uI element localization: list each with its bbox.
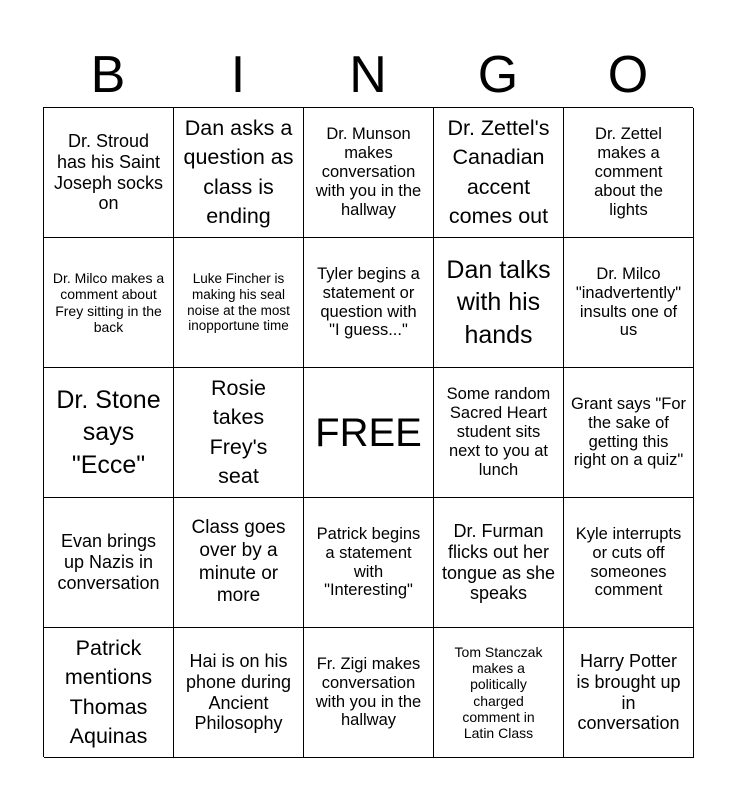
cell-text: Dr. Milco "inadvertently" insults one of us	[575, 264, 682, 340]
header-letter-g: G	[477, 46, 519, 104]
cell-text: Dr. Munson makes conversation with you in the hallway	[315, 125, 422, 219]
cell-text: Rosie takes Frey's seat	[209, 376, 268, 488]
cell-text: Luke Fincher is making his seal noise at the most inopportune time	[187, 271, 290, 334]
cell-text: Dr. Zettel makes a comment about the lights	[594, 125, 663, 219]
free-space-cell[interactable]	[304, 368, 434, 498]
bingo-cell[interactable]	[44, 238, 174, 368]
cell-text: Class goes over by a minute or more	[191, 516, 286, 607]
bingo-cell[interactable]	[174, 628, 304, 758]
cell-text: Patrick begins a statement with "Interesting"	[316, 524, 421, 600]
bingo-cell[interactable]	[304, 498, 434, 628]
header-letter-b: B	[90, 46, 126, 104]
cell-text: Dan talks with his hands	[446, 255, 551, 349]
bingo-cell[interactable]	[434, 368, 564, 498]
cell-text: Hai is on his phone during Ancient Philosophy	[185, 651, 292, 734]
header-letter-i: I	[230, 46, 246, 104]
cell-text: Dr. Stroud has his Saint Joseph socks on	[53, 131, 164, 214]
bingo-cell[interactable]	[434, 498, 564, 628]
cell-text: Harry Potter is brought up in conversation	[576, 651, 681, 734]
cell-text: Patrick mentions Thomas Aquinas	[64, 636, 153, 748]
bingo-cell[interactable]	[174, 498, 304, 628]
bingo-board	[43, 107, 693, 757]
cell-text: Tom Stanczak makes a politically charged comment in Latin Class	[454, 644, 543, 741]
cell-text: Dr. Furman flicks out her tongue as she speaks	[441, 521, 556, 604]
bingo-cell[interactable]	[564, 238, 694, 368]
bingo-cell[interactable]	[434, 628, 564, 758]
cell-text: Dr. Milco makes a comment about Frey sitting in the back	[52, 270, 165, 335]
cell-text: Dan asks a question as class is ending	[183, 116, 294, 228]
header-letter-o: O	[607, 46, 649, 104]
bingo-cell[interactable]	[564, 368, 694, 498]
bingo-cell[interactable]	[174, 368, 304, 498]
bingo-cell[interactable]	[434, 238, 564, 368]
cell-text: Fr. Zigi makes conversation with you in the hallway	[315, 654, 422, 730]
bingo-header	[43, 44, 693, 106]
cell-text: Dr. Stone says "Ecce"	[56, 385, 161, 479]
header-letter-n: N	[349, 46, 387, 104]
free-space-label: FREE	[315, 410, 422, 455]
cell-text: Evan brings up Nazis in conversation	[57, 531, 160, 593]
bingo-cell[interactable]	[174, 238, 304, 368]
bingo-cell[interactable]	[44, 628, 174, 758]
cell-text: Grant says "For the sake of getting this right on a quiz"	[571, 394, 686, 470]
bingo-cell[interactable]	[564, 628, 694, 758]
cell-text: Dr. Zettel's Canadian accent comes out	[447, 116, 550, 228]
bingo-cell[interactable]	[304, 238, 434, 368]
bingo-cell[interactable]	[44, 498, 174, 628]
bingo-cell[interactable]	[564, 498, 694, 628]
bingo-cell[interactable]	[44, 108, 174, 238]
bingo-cell[interactable]	[44, 368, 174, 498]
cell-text: Kyle interrupts or cuts off someones comment	[575, 524, 682, 600]
bingo-cell[interactable]	[174, 108, 304, 238]
cell-text: Some random Sacred Heart student sits next to you at lunch	[446, 385, 551, 479]
bingo-cell[interactable]	[304, 108, 434, 238]
bingo-cell[interactable]	[434, 108, 564, 238]
bingo-cell[interactable]	[304, 628, 434, 758]
bingo-cell[interactable]	[564, 108, 694, 238]
cell-text: Tyler begins a statement or question with "I guess..."	[317, 264, 420, 340]
